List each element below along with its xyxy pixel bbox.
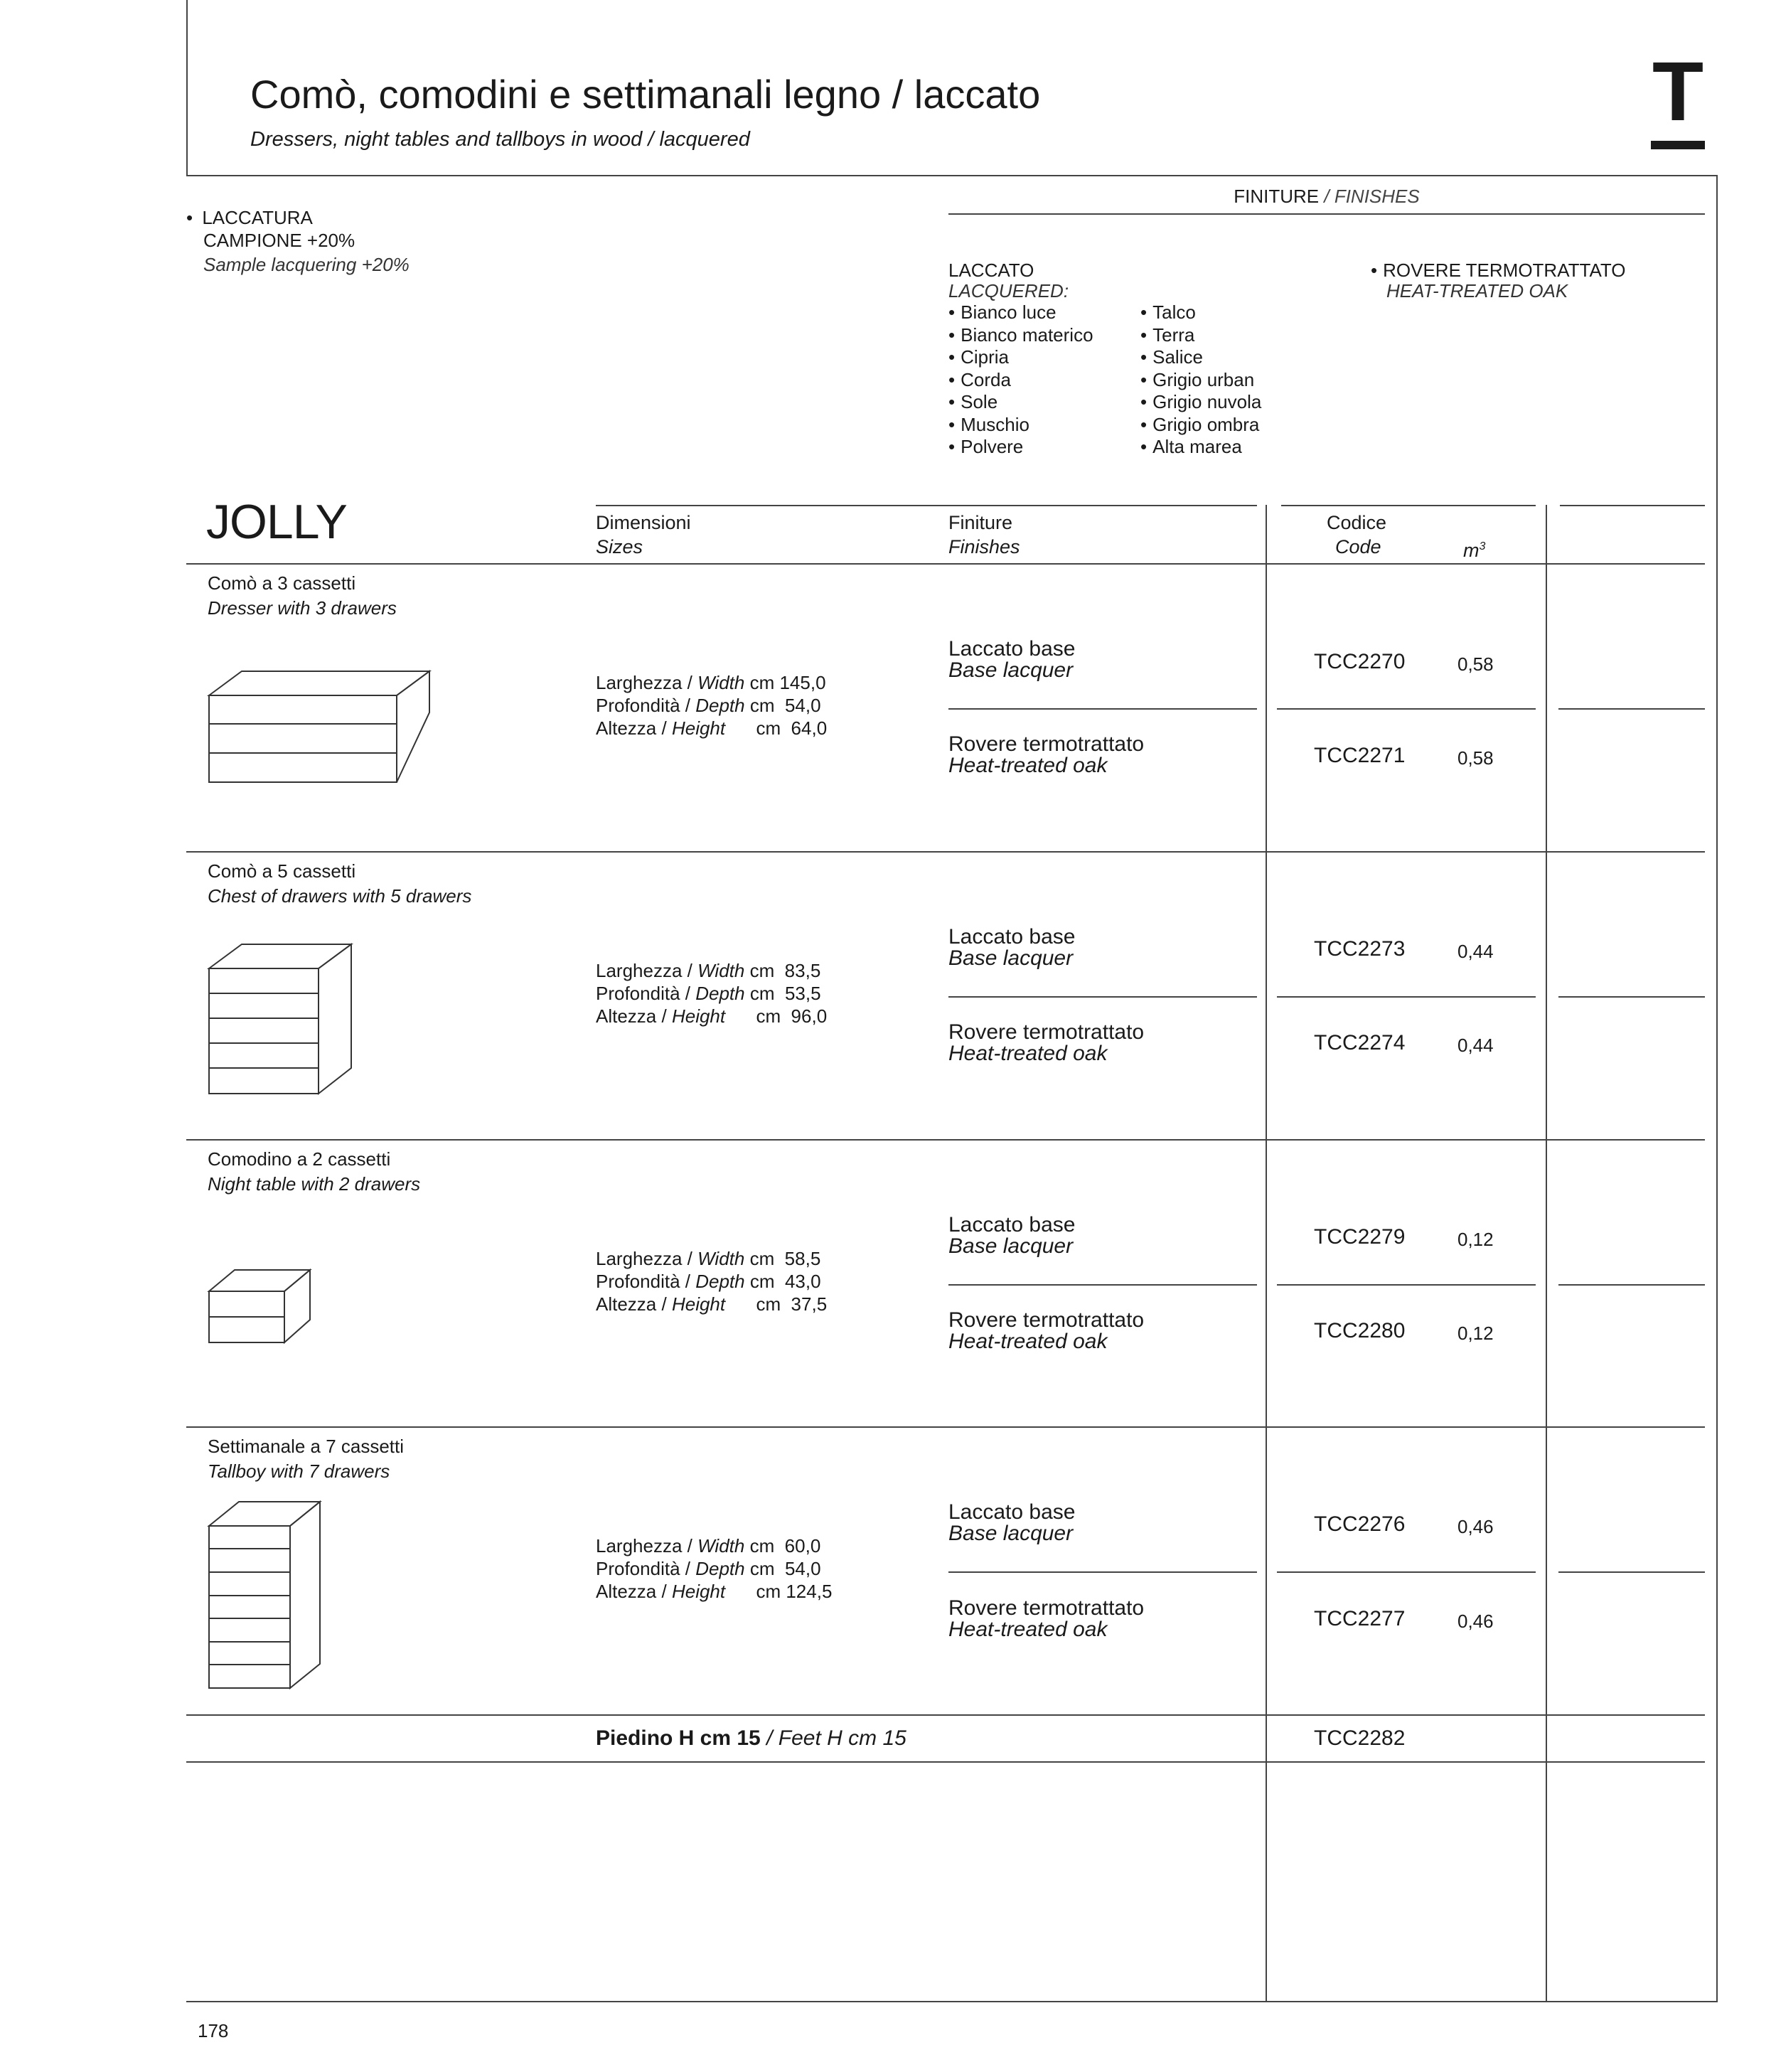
lacquering-note-line2: CAMPIONE +20% bbox=[203, 230, 355, 251]
finish-name: Rovere termotrattato bbox=[948, 1020, 1145, 1044]
finish-divider bbox=[1558, 1284, 1705, 1286]
product-volume: 0,12 bbox=[1457, 1229, 1494, 1250]
finish-name: Laccato base bbox=[948, 1213, 1076, 1237]
header-finishes bbox=[948, 511, 1020, 559]
header-finishes-it: Finiture bbox=[948, 512, 1013, 533]
row-rule bbox=[186, 1714, 1705, 1716]
product-row-1-name bbox=[208, 572, 397, 619]
finish-name-en: Heat-treated oak bbox=[948, 1042, 1108, 1065]
lacquering-note-line1: LACCATURA bbox=[202, 207, 313, 228]
laccato-block bbox=[948, 259, 1069, 302]
page-number: 178 bbox=[198, 2020, 229, 2041]
product-row-2-dimensions bbox=[596, 959, 827, 1027]
product-name-it: Comò a 3 cassetti bbox=[208, 572, 356, 594]
finish-divider bbox=[1277, 1284, 1536, 1286]
laccato-colors-col2 bbox=[1140, 301, 1261, 459]
page-subtitle: Dressers, night tables and tallboys in wood / lacquered bbox=[250, 128, 750, 151]
dim-label: Larghezza / bbox=[596, 960, 692, 981]
lacquering-note-en: Sample lacquering +20% bbox=[203, 254, 410, 275]
finish-divider bbox=[948, 708, 1257, 710]
dim-label: Altezza / bbox=[596, 1581, 667, 1602]
dim-value: cm 83,5 bbox=[749, 960, 821, 981]
finish-option bbox=[948, 1596, 1144, 1642]
product-row-3-name bbox=[208, 1148, 420, 1195]
row-rule bbox=[186, 851, 1705, 853]
dim-label: Altezza / bbox=[596, 1005, 667, 1027]
product-code: TCC2276 bbox=[1314, 1512, 1406, 1536]
laccato-color-item: • Terra bbox=[1140, 324, 1261, 347]
dim-label: Altezza / bbox=[596, 1293, 667, 1315]
header-finishes-en: Finishes bbox=[948, 536, 1020, 557]
laccato-color-item: • Grigio nuvola bbox=[1140, 391, 1261, 414]
finish-divider bbox=[1558, 996, 1705, 998]
header-code bbox=[1327, 511, 1386, 559]
dim-value: cm 54,0 bbox=[749, 695, 821, 716]
finish-name-en: Heat-treated oak bbox=[948, 1618, 1108, 1641]
dim-label-en: Depth bbox=[695, 983, 745, 1004]
feet-code: TCC2282 bbox=[1314, 1726, 1406, 1750]
product-code: TCC2270 bbox=[1314, 650, 1406, 673]
header-top-rule-code bbox=[1281, 505, 1536, 506]
finish-divider bbox=[948, 1571, 1257, 1573]
night-table-2-drawers-drawing bbox=[206, 1267, 314, 1347]
finish-option bbox=[948, 732, 1144, 778]
finishes-title-en: FINISHES bbox=[1334, 186, 1420, 207]
product-row-1-dimensions bbox=[596, 671, 827, 739]
header-bottom-rule bbox=[186, 175, 1718, 176]
laccato-color-item: • Bianco materico bbox=[948, 324, 1093, 347]
dim-label: Profondità / bbox=[596, 1558, 690, 1579]
finish-name-en: Base lacquer bbox=[948, 1234, 1074, 1258]
dim-label: Profondità / bbox=[596, 1271, 690, 1292]
finish-divider bbox=[1277, 996, 1536, 998]
header-code-it: Codice bbox=[1327, 512, 1387, 533]
laccato-title-en: LACQUERED: bbox=[948, 280, 1069, 301]
dim-label: Larghezza / bbox=[596, 672, 692, 693]
dim-value: cm 64,0 bbox=[756, 717, 828, 739]
product-row-2-name bbox=[208, 860, 471, 907]
product-row-4-dimensions bbox=[596, 1534, 832, 1603]
dim-value: cm 124,5 bbox=[756, 1581, 833, 1602]
product-name-en: Dresser with 3 drawers bbox=[208, 597, 397, 619]
laccato-color-item: • Grigio ombra bbox=[1140, 414, 1261, 437]
section-letter-underline bbox=[1651, 141, 1705, 149]
finish-name: Laccato base bbox=[948, 1500, 1076, 1524]
dim-value: cm 43,0 bbox=[749, 1271, 821, 1292]
product-volume: 0,46 bbox=[1457, 1516, 1494, 1537]
dim-label-en: Height bbox=[671, 717, 726, 739]
product-volume: 0,44 bbox=[1457, 941, 1494, 962]
laccato-color-item: • Corda bbox=[948, 369, 1093, 392]
dresser-3-drawers-drawing bbox=[206, 668, 434, 789]
frame-bottom-rule bbox=[186, 2001, 1718, 2002]
finish-name: Rovere termotrattato bbox=[948, 732, 1145, 756]
finishes-rule bbox=[948, 213, 1705, 215]
product-name-it: Settimanale a 7 cassetti bbox=[208, 1436, 405, 1457]
dim-value: cm 145,0 bbox=[749, 672, 826, 693]
feet-label-en: / Feet H cm 15 bbox=[766, 1726, 906, 1750]
product-code: TCC2274 bbox=[1314, 1031, 1406, 1054]
product-volume: 0,44 bbox=[1457, 1035, 1494, 1056]
header-volume-sup: 3 bbox=[1479, 540, 1486, 552]
finish-divider bbox=[1277, 708, 1536, 710]
dim-value: cm 96,0 bbox=[756, 1005, 828, 1027]
dim-label-en: Height bbox=[671, 1005, 726, 1027]
header-dimensions bbox=[596, 511, 691, 559]
finish-divider bbox=[1558, 1571, 1705, 1573]
dim-label-en: Height bbox=[671, 1581, 726, 1602]
finish-divider bbox=[948, 1284, 1257, 1286]
row-rule bbox=[186, 1761, 1705, 1763]
laccato-color-item: • Muschio bbox=[948, 414, 1093, 437]
product-name-en: Night table with 2 drawers bbox=[208, 1173, 421, 1195]
product-code: TCC2271 bbox=[1314, 744, 1406, 767]
dim-value: cm 60,0 bbox=[749, 1535, 821, 1556]
column-rule-extra bbox=[1546, 505, 1547, 2001]
dim-label-en: Width bbox=[697, 1535, 745, 1556]
product-code: TCC2273 bbox=[1314, 937, 1406, 961]
rovere-block: • ROVERE TERMOTRATTATO HEAT-TREATED OAK bbox=[1371, 260, 1626, 301]
header-top-rule-extra bbox=[1560, 505, 1705, 506]
frame-right-rule bbox=[1716, 175, 1718, 2001]
lacquering-note: • LACCATURA CAMPIONE +20% Sample lacquering +20% bbox=[186, 207, 410, 275]
row-rule bbox=[186, 563, 1705, 565]
finish-option bbox=[948, 925, 1075, 971]
finish-name-en: Base lacquer bbox=[948, 658, 1074, 682]
dim-value: cm 58,5 bbox=[749, 1248, 821, 1269]
product-row-3-dimensions bbox=[596, 1247, 827, 1315]
product-code: TCC2279 bbox=[1314, 1225, 1406, 1249]
dim-label: Profondità / bbox=[596, 695, 690, 716]
laccato-color-item: • Salice bbox=[1140, 346, 1261, 369]
rovere-title: ROVERE TERMOTRATTATO bbox=[1383, 260, 1626, 281]
tallboy-7-drawers-drawing bbox=[206, 1499, 324, 1692]
header-dimensions-it: Dimensioni bbox=[596, 512, 691, 533]
laccato-color-item: • Alta marea bbox=[1140, 436, 1261, 459]
laccato-color-item: • Grigio urban bbox=[1140, 369, 1261, 392]
product-code: TCC2277 bbox=[1314, 1607, 1406, 1630]
header-code-en: Code bbox=[1335, 536, 1381, 557]
finish-name-en: Heat-treated oak bbox=[948, 1330, 1108, 1353]
dim-label-en: Height bbox=[671, 1293, 726, 1315]
finish-name: Rovere termotrattato bbox=[948, 1308, 1145, 1332]
section-letter-logo: T bbox=[1652, 45, 1703, 139]
header-volume-unit: m bbox=[1463, 540, 1480, 561]
finish-option bbox=[948, 1020, 1144, 1066]
product-volume: 0,58 bbox=[1457, 747, 1494, 769]
finish-divider bbox=[1277, 1571, 1536, 1573]
finish-name-en: Base lacquer bbox=[948, 946, 1074, 970]
finish-option bbox=[948, 1213, 1075, 1259]
chest-5-drawers-drawing bbox=[206, 941, 355, 1098]
laccato-color-item: • Cipria bbox=[948, 346, 1093, 369]
column-rule-code bbox=[1266, 505, 1267, 2001]
row-rule bbox=[186, 1139, 1705, 1141]
product-volume: 0,58 bbox=[1457, 653, 1494, 675]
product-name-it: Comò a 5 cassetti bbox=[208, 860, 356, 882]
product-volume: 0,46 bbox=[1457, 1611, 1494, 1632]
finish-name: Laccato base bbox=[948, 637, 1076, 661]
finish-divider bbox=[948, 996, 1257, 998]
product-name-en: Tallboy with 7 drawers bbox=[208, 1460, 390, 1482]
product-name-en: Chest of drawers with 5 drawers bbox=[208, 885, 472, 907]
dim-label-en: Depth bbox=[695, 1271, 745, 1292]
product-name-it: Comodino a 2 cassetti bbox=[208, 1148, 391, 1170]
laccato-color-item: • Sole bbox=[948, 391, 1093, 414]
product-row-4-name bbox=[208, 1435, 404, 1483]
laccato-color-item: • Polvere bbox=[948, 436, 1093, 459]
laccato-title: LACCATO bbox=[948, 260, 1034, 281]
product-code: TCC2280 bbox=[1314, 1319, 1406, 1342]
laccato-color-item: • Talco bbox=[1140, 301, 1261, 324]
dim-value: cm 53,5 bbox=[749, 983, 821, 1004]
dim-label-en: Depth bbox=[695, 695, 745, 716]
finish-option bbox=[948, 1308, 1144, 1354]
dim-label-en: Width bbox=[697, 1248, 745, 1269]
header-left-rule bbox=[186, 0, 188, 176]
dim-value: cm 37,5 bbox=[756, 1293, 828, 1315]
feet-row bbox=[596, 1726, 906, 1751]
dim-label-en: Width bbox=[697, 960, 745, 981]
laccato-color-item: • Bianco luce bbox=[948, 301, 1093, 324]
finish-option bbox=[948, 637, 1075, 683]
finish-name-en: Base lacquer bbox=[948, 1522, 1074, 1545]
product-volume: 0,12 bbox=[1457, 1323, 1494, 1344]
header-volume bbox=[1463, 535, 1485, 562]
feet-label: Piedino H cm 15 bbox=[596, 1726, 761, 1750]
dim-value: cm 54,0 bbox=[749, 1558, 821, 1579]
finish-name: Rovere termotrattato bbox=[948, 1596, 1145, 1620]
laccato-colors-col1 bbox=[948, 301, 1093, 459]
page-title: Comò, comodini e settimanali legno / laccato bbox=[250, 72, 1041, 117]
row-rule bbox=[186, 1426, 1705, 1428]
header-top-rule bbox=[596, 505, 1257, 506]
product-name: JOLLY bbox=[206, 495, 347, 549]
finish-option bbox=[948, 1500, 1075, 1546]
finish-name: Laccato base bbox=[948, 925, 1076, 949]
dim-label: Altezza / bbox=[596, 717, 667, 739]
dim-label: Profondità / bbox=[596, 983, 690, 1004]
dim-label-en: Depth bbox=[695, 1558, 745, 1579]
dim-label: Larghezza / bbox=[596, 1535, 692, 1556]
dim-label-en: Width bbox=[697, 672, 745, 693]
rovere-title-en: HEAT-TREATED OAK bbox=[1386, 280, 1568, 301]
finishes-title-it: FINITURE bbox=[1234, 186, 1320, 207]
finishes-title: FINITURE / FINISHES bbox=[1234, 186, 1420, 207]
finish-divider bbox=[1558, 708, 1705, 710]
header-dimensions-en: Sizes bbox=[596, 536, 643, 557]
dim-label: Larghezza / bbox=[596, 1248, 692, 1269]
finish-name-en: Heat-treated oak bbox=[948, 754, 1108, 777]
